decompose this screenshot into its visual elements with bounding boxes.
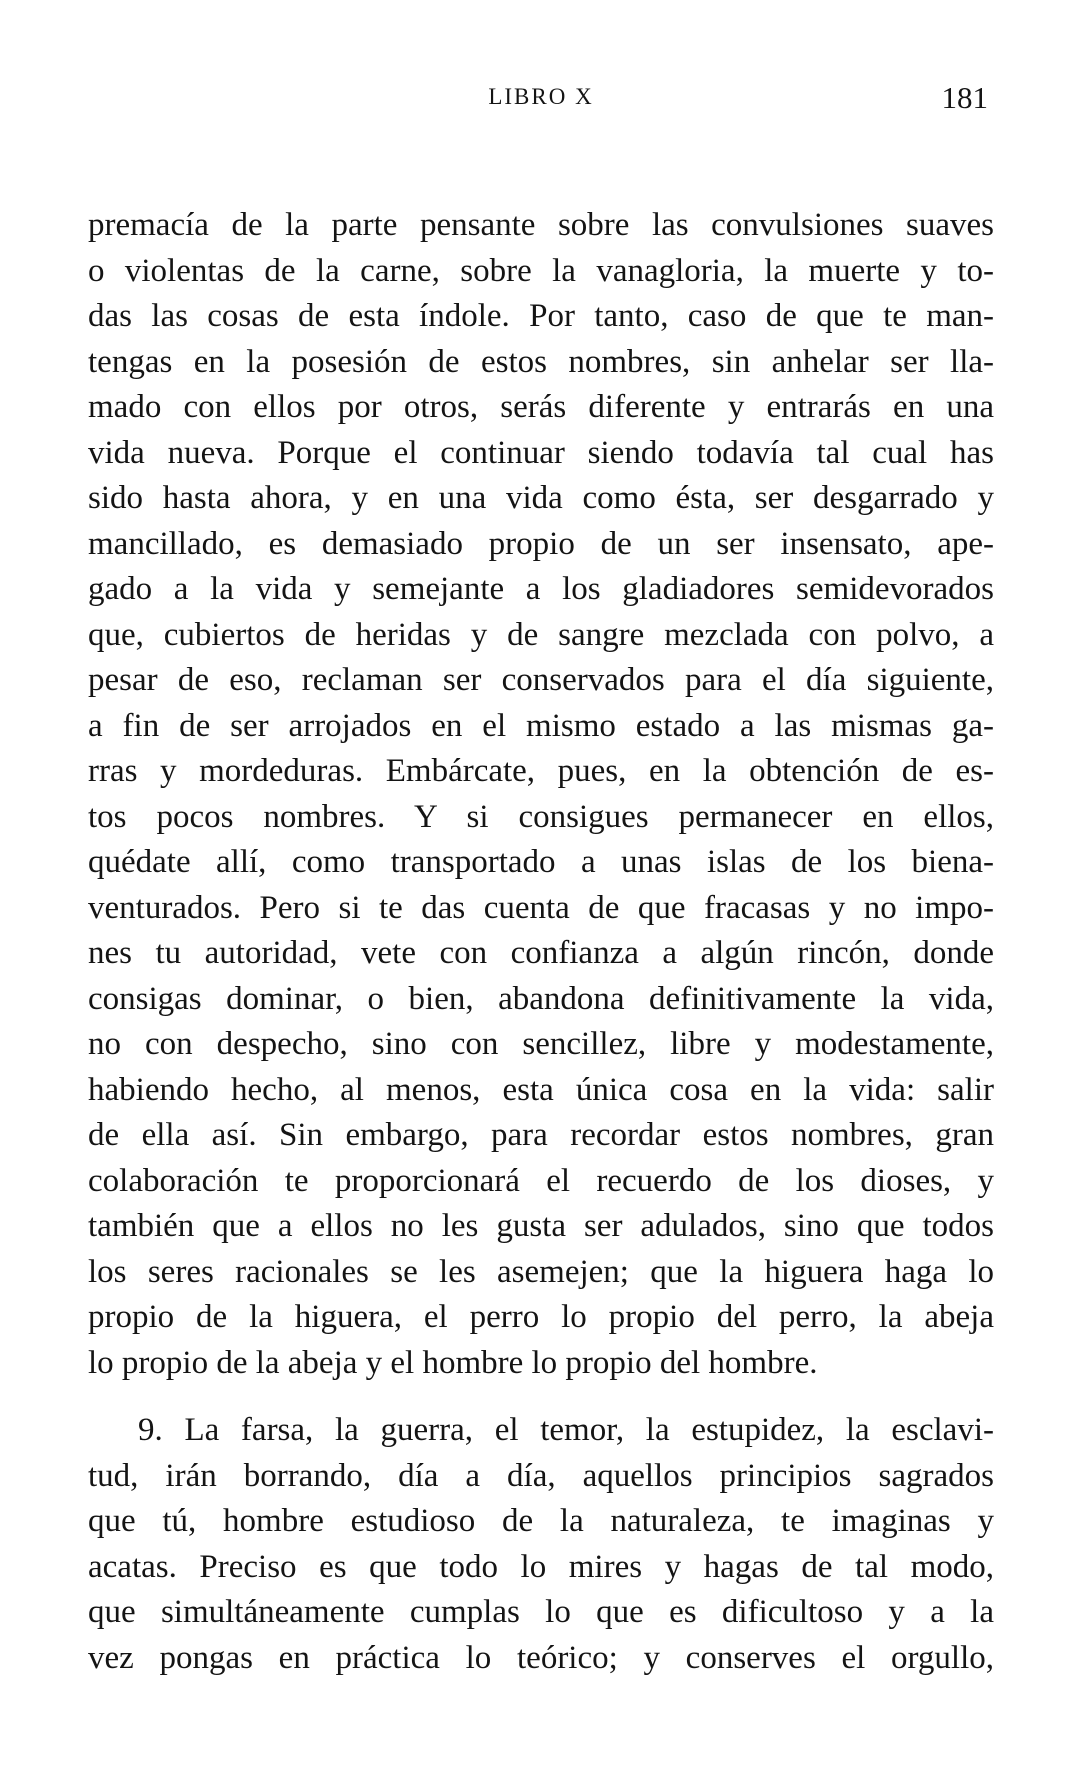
text-line: lo propio de la abeja y el hombre lo propio del hombre. bbox=[88, 1344, 818, 1381]
text-line: a fin de ser arrojados en el mismo estado a las mismas ga- bbox=[88, 707, 994, 744]
text-line: tos pocos nombres. Y si consigues permanecer en ellos, bbox=[88, 798, 994, 835]
text-line: de ella así. Sin embargo, para recordar estos nombres, gran bbox=[88, 1117, 994, 1153]
text-line: tud, irán borrando, día a día, aquellos principios sagrados bbox=[88, 1457, 994, 1494]
paragraph-spacer bbox=[88, 1386, 994, 1408]
paragraph-section-9 bbox=[88, 1408, 994, 1681]
text-line: tengas en la posesión de estos nombres, sin anhelar ser lla- bbox=[88, 343, 994, 380]
text-line: nes tu autoridad, vete con confianza a algún rincón, donde bbox=[88, 935, 994, 971]
text-line: que tú, hombre estudioso de la naturaleza, te imaginas y bbox=[88, 1503, 994, 1539]
page-number: 181 bbox=[941, 80, 988, 115]
paragraph-continuation bbox=[88, 203, 994, 1386]
text-line: colaboración te proporcionará el recuerdo de los dioses, y bbox=[88, 1162, 994, 1199]
text-line: consigas dominar, o bien, abandona definitivamente la vida, bbox=[88, 980, 994, 1017]
text-line: das las cosas de esta índole. Por tanto, caso de que te man- bbox=[88, 298, 994, 334]
text-line: acatas. Preciso es que todo lo mires y hagas de tal modo, bbox=[88, 1548, 994, 1585]
text-line: premacía de la parte pensante sobre las convulsiones suaves bbox=[88, 207, 994, 243]
text-line: no con despecho, sino con sencillez, libre y modestamente, bbox=[88, 1026, 994, 1062]
text-line: vez pongas en práctica lo teórico; y conserves el orgullo, bbox=[88, 1639, 994, 1676]
text-line: habiendo hecho, al menos, esta única cosa en la vida: salir bbox=[88, 1071, 994, 1108]
text-line: que, cubiertos de heridas y de sangre mezclada con polvo, a bbox=[88, 616, 994, 653]
running-head bbox=[88, 82, 994, 122]
text-line: también que a ellos no les gusta ser adulados, sino que todos bbox=[88, 1208, 994, 1244]
text-line: mado con ellos por otros, serás diferente y entrarás en una bbox=[88, 389, 994, 425]
text-line: propio de la higuera, el perro lo propio del perro, la abeja bbox=[88, 1299, 994, 1335]
text-line: rras y mordeduras. Embárcate, pues, en la obtención de es- bbox=[88, 753, 994, 789]
text-line: quédate allí, como transportado a unas islas de los biena- bbox=[88, 844, 994, 880]
text-line: venturados. Pero si te das cuenta de que fracasas y no impo- bbox=[88, 889, 994, 926]
text-line: que simultáneamente cumplas lo que es dificultoso y a la bbox=[88, 1594, 994, 1630]
text-line: 9. La farsa, la guerra, el temor, la estupidez, la esclavi- bbox=[138, 1412, 994, 1448]
text-line: mancillado, es demasiado propio de un ser insensato, ape- bbox=[88, 525, 994, 562]
text-line: pesar de eso, reclaman ser conservados para el día siguiente, bbox=[88, 662, 994, 698]
text-line: los seres racionales se les asemejen; que la higuera haga lo bbox=[88, 1253, 994, 1290]
text-line: vida nueva. Porque el continuar siendo todavía tal cual has bbox=[88, 434, 994, 471]
running-title: LIBRO X bbox=[488, 84, 594, 109]
text-line: sido hasta ahora, y en una vida como ésta, ser desgarrado y bbox=[88, 480, 994, 516]
text-line: gado a la vida y semejante a los gladiadores semidevorados bbox=[88, 571, 994, 607]
text-line: o violentas de la carne, sobre la vanagloria, la muerte y to- bbox=[88, 252, 994, 289]
body-text bbox=[88, 203, 994, 1681]
